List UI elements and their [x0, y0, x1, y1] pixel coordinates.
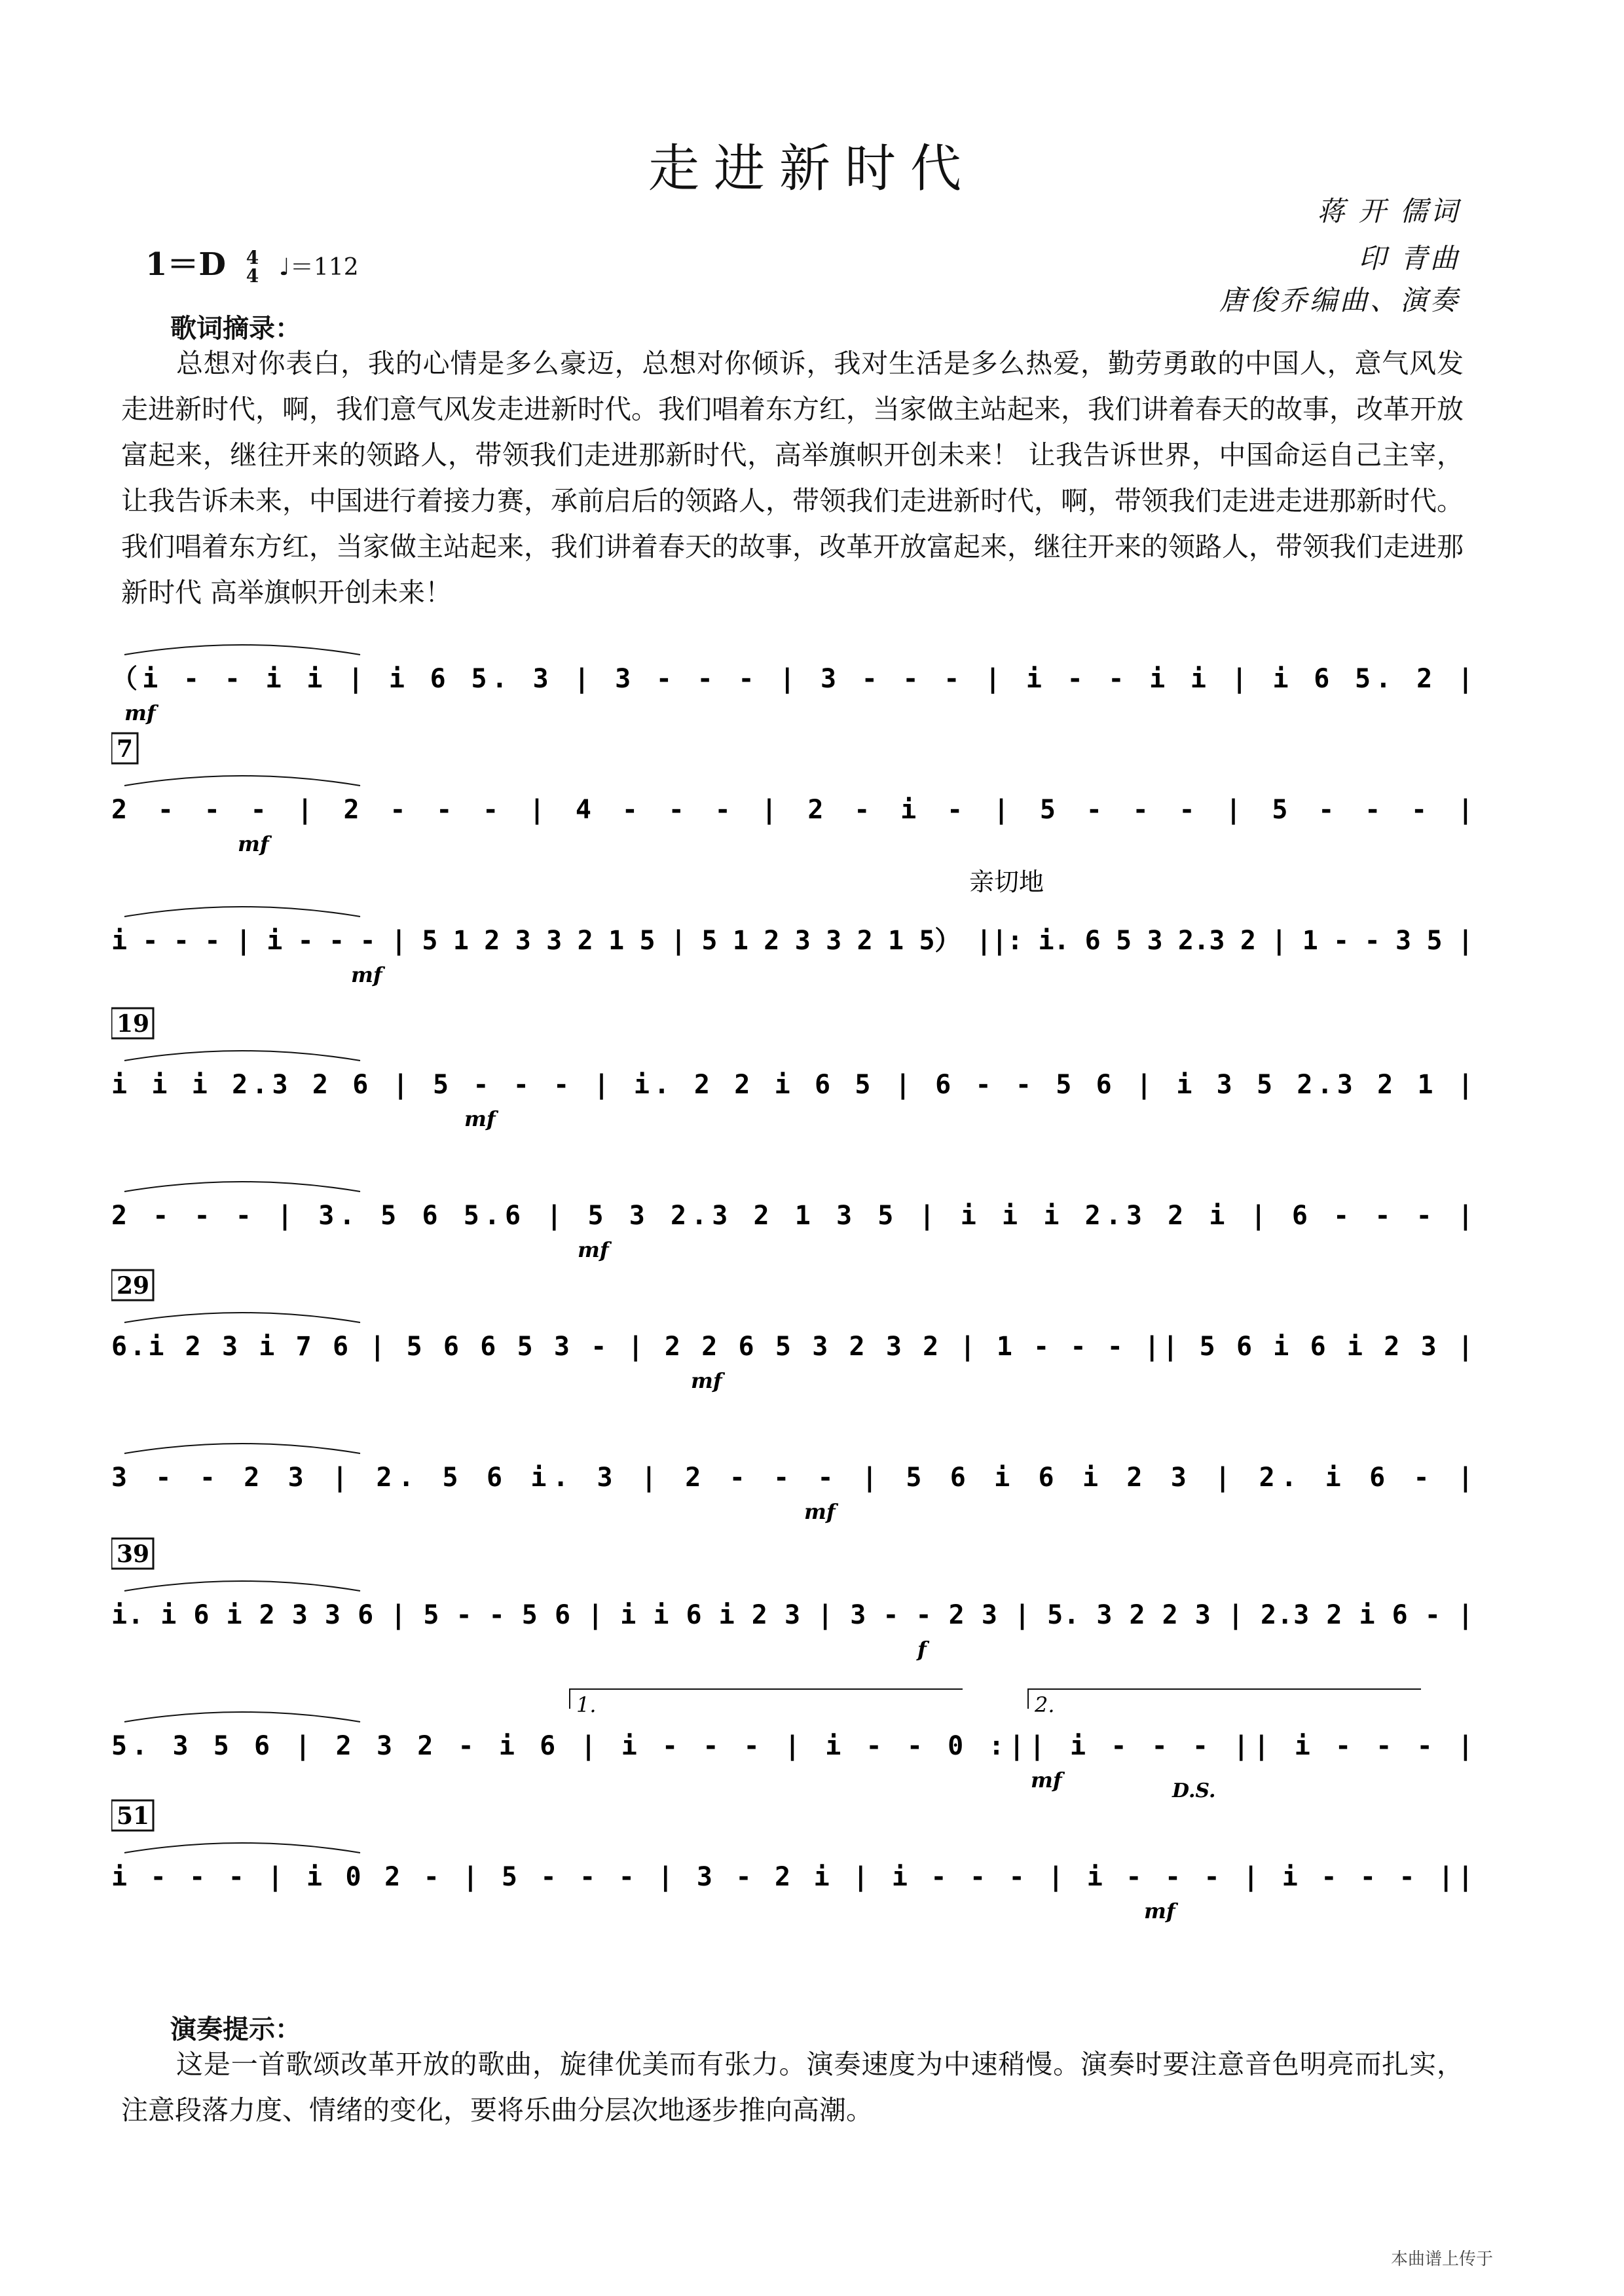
slur	[124, 1444, 360, 1453]
score-line: 3 - - 2 3 | 2. 5 6 i. 3 | 2 - - - | 5 6 i 6 i 2 3 | 2. i 6 - |	[111, 1463, 1473, 1493]
score-line: （i - - i i | i 6 5. 3 | 3 - - - | 3 - - - | i - - i i | i 6 5. 2 |	[111, 664, 1473, 694]
music-score	[111, 602, 1506, 1944]
time-signature	[246, 246, 259, 287]
score-line: 2 - - - | 3. 5 6 5.6 | 5 3 2.3 2 1 3 5 | i i i 2.3 2 i | 6 - - - |	[111, 1201, 1474, 1231]
dynamic-mark: mf	[1031, 1768, 1062, 1793]
meter-bottom: 4	[246, 264, 259, 287]
rehearsal-mark: 19	[117, 1010, 150, 1038]
meter-top: 4	[246, 246, 259, 268]
dynamic-mark: mf	[351, 962, 382, 987]
slur	[124, 1313, 360, 1322]
volta-label: 1.	[576, 1692, 597, 1717]
slur	[124, 1051, 360, 1061]
dynamic-mark: mf	[238, 831, 269, 856]
dynamic-mark: mf	[804, 1499, 836, 1524]
dynamic-mark: mf	[1144, 1899, 1175, 1923]
slur	[124, 907, 360, 917]
rehearsal-mark: 39	[117, 1540, 150, 1568]
volta-bracket	[1028, 1689, 1421, 1709]
score-line: 5. 3 5 6 | 2 3 2 - i 6 | i - - - | i - - 0 :|| i - - - || i - - - |	[111, 1731, 1473, 1761]
score-lines	[111, 645, 1473, 1923]
score-line: i. i 6 i 2 3 3 6 | 5 - - 5 6 | i i 6 i 2 3 | 3 - - 2 3 | 5. 3 2 2 3 | 2.3 2 i 6 - |	[111, 1600, 1473, 1630]
dynamic-mark: mf	[124, 701, 156, 725]
tips-text: 这是一首歌颂改革开放的歌曲，旋律优美而有张力。演奏速度为中速稍慢。演奏时要注意音色明亮而扎实，注意段落力度、情绪的变化，要将乐曲分层次地逐步推向高潮。	[121, 2049, 1464, 2126]
watermark-footer: 本曲谱上传于	[1390, 2250, 1493, 2269]
slur	[124, 645, 360, 655]
ds-mark: D.S.	[1172, 1779, 1216, 1802]
lyrics-text: 总想对你表白，我的心情是多么豪迈，总想对你倾诉，我对生活是多么热爱，勤劳勇敢的中国人，意气风发走进新时代，啊，我们意气风发走进新时代。我们唱着东方红，当家做主站起来，我们讲着春天的故事，改革开放富起来，继往开来的领路人，带领我们走进那新时代，高举旗帜开创未来！ 让我告诉世界，中国命运自己主宰，让我告诉未来，中国进行着接力赛，承前启后的领路人，带领我们走进新时代，啊，带领我们走进走进那新时代。我们唱着东方红，当家做主站起来，我们讲着春天的故事，改革开放富起来，继往开来的领路人，带领我们走进那新时代 高举旗帜开创未来！	[121, 348, 1464, 608]
dynamic-mark: mf	[691, 1368, 722, 1393]
key-tonic: 1＝D	[145, 246, 227, 283]
score-line: 2 - - - | 2 - - - | 4 - - - | 2 - i - | 5 - - - | 5 - - - |	[111, 795, 1473, 825]
volta-label: 2.	[1035, 1692, 1055, 1717]
slur	[124, 1843, 360, 1853]
rehearsal-mark: 51	[117, 1802, 150, 1830]
score-line: i - - - | i - - - | 5 1 2 3 3 2 1 5 | 5 1 2 3 3 2 1 5） ||: i. 6 5 3 2.3 2 | 1 - - 3 5 |	[111, 926, 1473, 956]
credit-composer: 印 青曲	[1358, 242, 1460, 274]
dynamic-mark: mf	[464, 1106, 496, 1131]
key-signature	[145, 239, 359, 285]
page-title: 走进新时代	[648, 139, 976, 198]
slur	[124, 776, 360, 786]
credit-arranger: 唐俊乔编曲、演奏	[1219, 284, 1460, 316]
slur	[124, 1182, 360, 1192]
tips-heading: 演奏提示：	[170, 2014, 301, 2045]
slur	[124, 1581, 360, 1591]
tempo-mark: ♩＝112	[278, 254, 359, 281]
score-line: i - - - | i 0 2 - | 5 - - - | 3 - 2 i | i - - - | i - - - | i - - - ||	[111, 1862, 1474, 1892]
lyrics-heading: 歌词摘录：	[170, 314, 301, 344]
score-line: 6.i 2 3 i 7 6 | 5 6 6 5 3 - | 2 2 6 5 3 2 3 2 | 1 - - - || 5 6 i 6 i 2 3 |	[111, 1332, 1473, 1362]
dynamic-mark: mf	[578, 1237, 609, 1262]
expression-mark: 亲切地	[969, 867, 1044, 896]
rehearsal-mark: 7	[117, 735, 134, 763]
credit-lyricist: 蒋 开 儒词	[1317, 195, 1460, 227]
score-line: i i i 2.3 2 6 | 5 - - - | i. 2 2 i 6 5 | 6 - - 5 6 | i 3 5 2.3 2 1 |	[111, 1070, 1474, 1100]
slur	[124, 1712, 360, 1722]
rehearsal-mark: 29	[117, 1272, 150, 1300]
dynamic-mark: f	[917, 1637, 927, 1662]
volta-bracket	[570, 1689, 963, 1709]
